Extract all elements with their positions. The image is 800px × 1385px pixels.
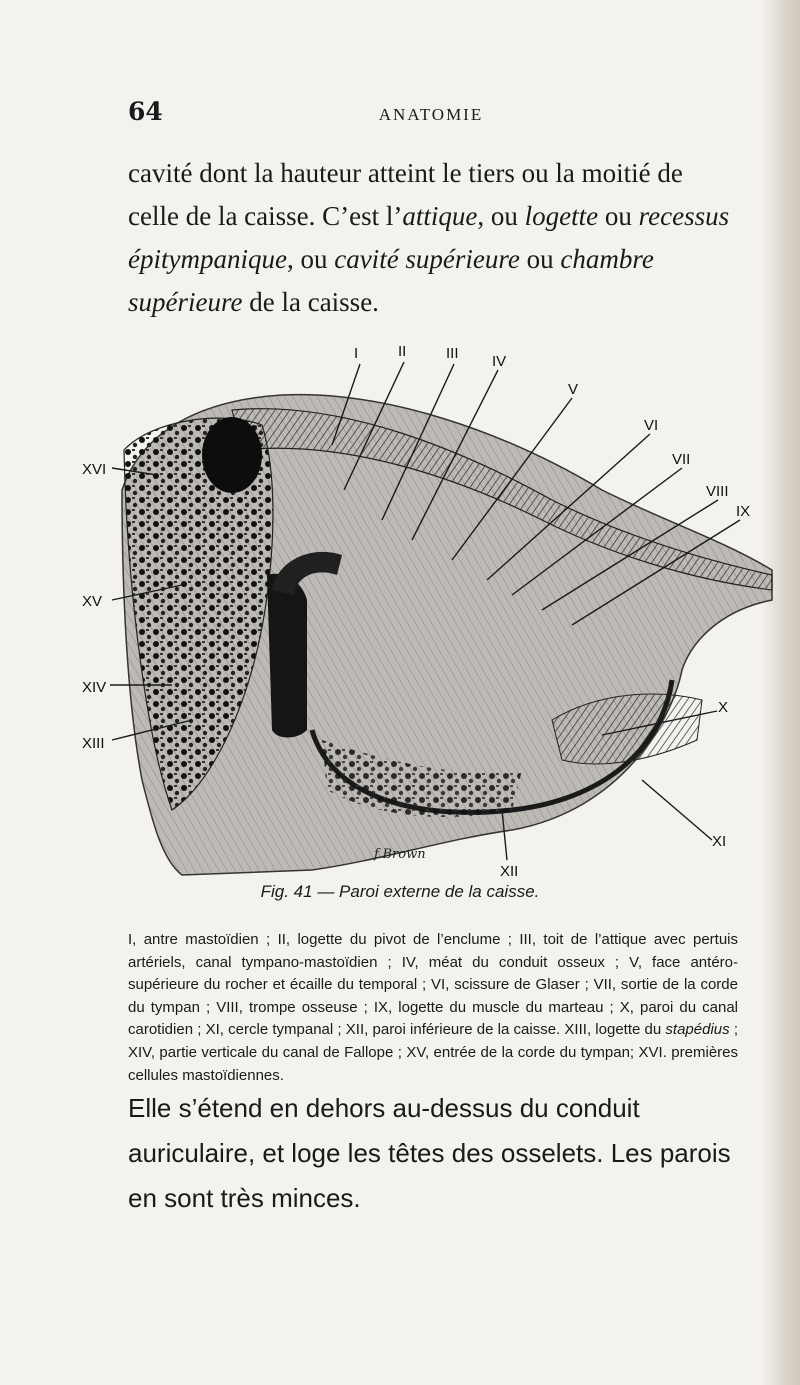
paragraph-top-run: logette xyxy=(524,201,599,231)
legend-run: , trompe osseuse ; xyxy=(238,998,374,1016)
label-V: V xyxy=(568,381,579,398)
paragraph-top-run: attique xyxy=(402,201,478,231)
label-X: X xyxy=(718,699,729,716)
label-IX: IX xyxy=(736,503,751,520)
legend-run: , paroi du canal carotidien ; xyxy=(128,998,738,1039)
legend-run: , entrée de la corde du tympan; xyxy=(424,1043,639,1061)
caption-title: — Paroi externe de la caisse. xyxy=(317,882,540,901)
legend-run: , toit de l’attique avec pertuis artériels, canal tympano-mastoïdien ; xyxy=(128,931,739,971)
legend-run: V xyxy=(629,953,638,971)
legend-run: , paroi inférieure de la caisse. xyxy=(364,1021,565,1039)
paragraph-top-run: de la caisse. xyxy=(242,287,379,317)
anatomical-figure xyxy=(82,340,782,885)
paragraph-top-run: recessus épitympanique xyxy=(128,201,730,274)
page-number: 64 xyxy=(128,97,163,126)
legend-run: VI xyxy=(431,976,446,994)
label-VIII: VIII xyxy=(706,483,729,500)
legend-run: , logette du pivot de l’enclume ; xyxy=(285,931,520,948)
antrum-shape xyxy=(202,417,262,493)
legend-run: , scissure de Glaser ; xyxy=(445,976,594,994)
legend-run: , face antéro-supérieure du rocher et écaille du temporal ; xyxy=(128,953,738,994)
legend-run: IV xyxy=(401,953,415,971)
engraver-signature: f.Brown xyxy=(374,847,426,862)
legend-run: ; xyxy=(729,1021,739,1039)
legend-run: XI xyxy=(205,1021,220,1039)
legend-run: I xyxy=(128,931,133,948)
label-III: III xyxy=(446,345,459,362)
legend-run: , partie verticale du canal de Fallope ; xyxy=(150,1043,407,1061)
paragraph-top-run: , ou xyxy=(477,201,525,231)
legend-run: XIII xyxy=(564,1021,587,1039)
label-II: II xyxy=(398,343,407,360)
label-XVI: XVI xyxy=(82,461,107,478)
paragraph-top-run: ou xyxy=(598,201,639,231)
legend-run: VII xyxy=(593,976,612,994)
label-VI: VI xyxy=(644,417,659,434)
paragraph-top-run: chambre supérieure xyxy=(128,244,654,317)
caption-number: 41 xyxy=(293,882,313,901)
paragraph-bottom: Elle s’étend en dehors au-dessus du conduit auriculaire, et loge les têtes des osselets. Les parois en sont très minces. xyxy=(128,1093,731,1213)
label-VII: VII xyxy=(672,451,691,468)
label-XIII: XIII xyxy=(82,735,105,752)
legend-run: , logette du xyxy=(586,1021,666,1039)
caption-prefix: Fig. xyxy=(260,882,289,901)
paragraph-top-run: cavité dont la hauteur atteint le tiers ou la moitié de celle de la caisse. C’est xyxy=(128,158,683,231)
paragraph-top-run: l’ xyxy=(385,201,403,231)
paragraph-top xyxy=(128,152,738,324)
legend-run: stapédius xyxy=(665,1021,730,1039)
figure-illustration xyxy=(82,340,782,885)
running-head xyxy=(0,105,800,125)
paragraph-top-run: ou xyxy=(519,244,561,274)
legend-run: VIII xyxy=(216,998,239,1016)
label-XIV: XIV xyxy=(82,679,107,696)
paragraph-top-run: cavité supérieure xyxy=(334,244,520,274)
legend-run: IX xyxy=(373,998,389,1016)
legend-run: , logette du muscle du marteau ; xyxy=(388,998,620,1016)
fallopian-canal-shape xyxy=(267,574,307,738)
label-XI: XI xyxy=(712,833,727,850)
legend-run: . premières cellules mastoïdiennes. xyxy=(128,1043,738,1084)
figure-caption xyxy=(0,882,800,902)
legend-run: II xyxy=(277,931,286,948)
legend-run: , cercle tympanal ; xyxy=(219,1021,346,1039)
figure-legend xyxy=(128,929,738,1087)
legend-run: III xyxy=(519,931,532,948)
label-IV: IV xyxy=(492,353,507,370)
paragraph-top-run: , ou xyxy=(286,244,335,274)
legend-run: , sortie de la corde du tympan ; xyxy=(128,976,738,1016)
legend-run: , méat du conduit osseux ; xyxy=(414,953,630,971)
running-head-text: ANATOMIE xyxy=(378,105,484,124)
legend-run: XIV xyxy=(128,1043,151,1061)
label-XV: XV xyxy=(82,593,103,610)
legend-run: XII xyxy=(345,1021,365,1039)
legend-run: , antre mastoïdien ; xyxy=(132,931,278,948)
label-I: I xyxy=(354,345,359,362)
label-XII: XII xyxy=(500,863,519,880)
legend-run: XV xyxy=(406,1043,425,1061)
legend-run: XVI xyxy=(638,1043,663,1061)
legend-run: X xyxy=(619,998,630,1016)
